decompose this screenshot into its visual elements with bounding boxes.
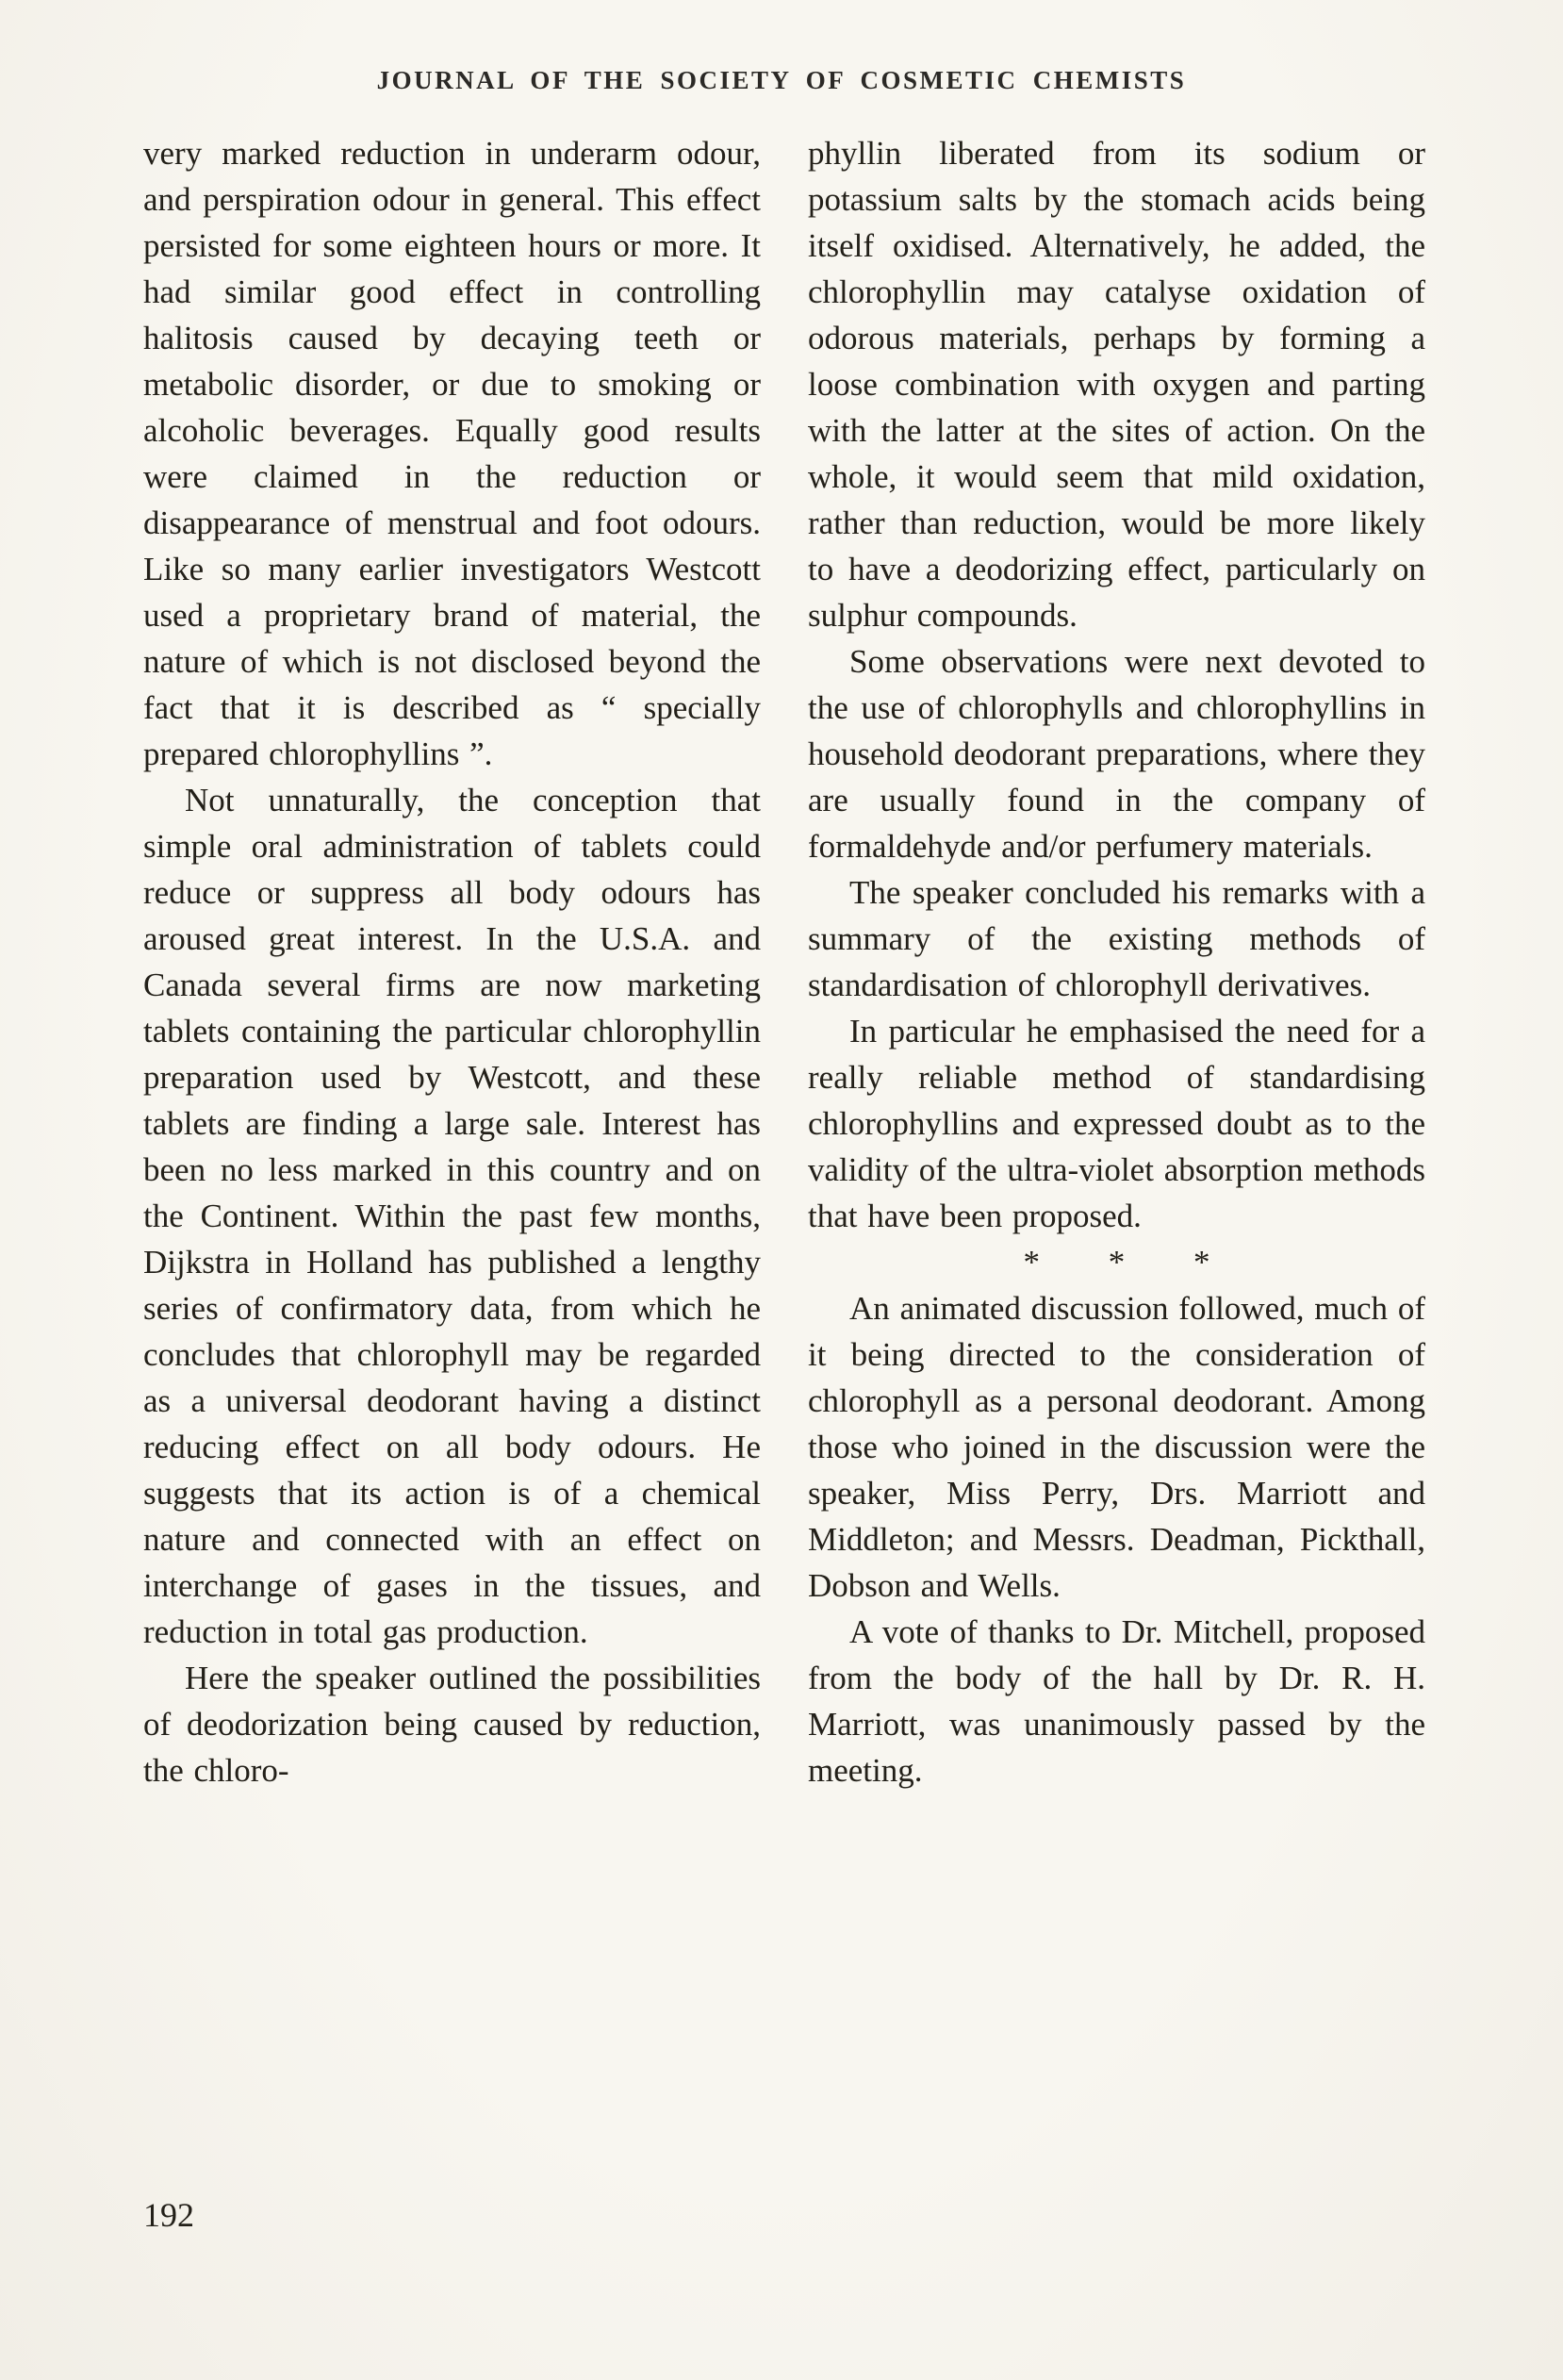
paragraph: An animated discussion followed, much of it being directed to the consideration of chlorophyll as a personal deodorant. Among those who joined in the discussion were the speaker, Miss Perry, Drs. Marriott and Middleton; and Messrs. Deadman, Pickthall, Dobson and Wells. [808,1290,1425,1604]
asterisk-section-separator: * * * [1023,1244,1210,1281]
paragraph: Here the speaker outlined the possibilities of deodorization being caused by reduction, the chloro- [143,1660,761,1789]
paragraph: The speaker concluded his remarks with a summary of the existing methods of standardisation of chlorophyll derivatives. [808,874,1425,1003]
paragraph: A vote of thanks to Dr. Mitchell, proposed from the body of the hall by Dr. R. H. Marriott, was unanimously passed by the meeting. [808,1613,1425,1789]
left-column [143,130,761,2181]
right-column [808,130,1425,2181]
paragraph: very marked reduction in underarm odour, and perspiration odour in general. This effect persisted for some eighteen hours or more. It had similar good effect in controlling halitosis caused by decaying teeth or metabolic disorder, or due to smoking or alcoholic beverages. Equally good results were claimed in the reduction or disappearance of menstrual and foot odours. Like so many earlier investigators Westcott used a proprietary brand of material, the nature of which is not disclosed beyond the fact that it is described as “ specially prepared chlorophyllins ”. [143,135,761,772]
two-column-body [143,130,1425,2181]
page-number: 192 [143,2196,194,2234]
paragraph: phyllin liberated from its sodium or potassium salts by the stomach acids being itself oxidised. Alternatively, he added, the chlorophyllin may catalyse oxidation of odorous materials, perhaps by forming a loose combination with oxygen and parting with the latter at the sites of action. On the whole, it would seem that mild oxidation, rather than reduction, would be more likely to have a deodorizing effect, particularly on sulphur compounds. [808,135,1425,634]
journal-running-head: JOURNAL OF THE SOCIETY OF COSMETIC CHEMISTS [376,66,1187,94]
paragraph: In particular he emphasised the need for a really reliable method of standardising chlorophyllins and expressed doubt as to the validity of the ultra-violet absorption methods that have been proposed. [808,1013,1425,1234]
paragraph: Some observations were next devoted to the use of chlorophylls and chlorophyllins in household deodorant preparations, where they are usually found in the company of formaldehyde and/or perfumery materials. [808,643,1425,865]
paragraph: Not unnaturally, the conception that simple oral administration of tablets could reduce or suppress all body odours has aroused great interest. In the U.S.A. and Canada several firms are now marketing tablets containing the particular chlorophyllin preparation used by Westcott, and these tablets are finding a large sale. Interest has been no less marked in this country and on the Continent. Within the past few months, Dijkstra in Holland has published a lengthy series of confirmatory data, from which he concludes that chlorophyll may be regarded as a universal deodorant having a distinct reducing effect on all body odours. He suggests that its action is of a chemical nature and connected with an effect on interchange of gases in the tissues, and reduction in total gas production. [143,782,761,1650]
